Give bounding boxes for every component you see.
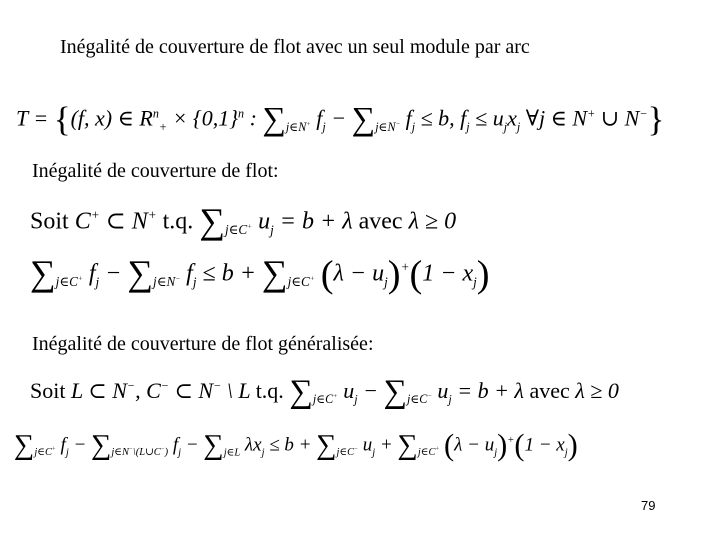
section2-line2: $\sum_{j\in C^+}$ $f_j - \sum_{j\in N^-\backslash(L\cup C^-)}$ $f_j - \sum_{j\in L}$ $\lambda x_j \le b + \sum_{j\in C^-}$ $u_j + \sum_{j\in C^+}$ $(\lambda - u_j)^+(1 - x_j)$: [14, 428, 578, 462]
page-number: 79: [641, 498, 656, 513]
section1-line1: Soit C+ ⊂ N+ t.q. $\sum_{j\in C^+}$ $u_j = b + \lambda$ avec λ ≥ 0: [30, 201, 457, 241]
section1-heading: Inégalité de couverture de flot:: [32, 160, 279, 182]
slide-title: Inégalité de couverture de flot avec un seul module par arc: [60, 36, 530, 58]
formula-t: T = {(f, x) ∈ $R^n_+ \times \{0,1\}^n$ : $\sum_{j\in N^+}$ $f_j - \sum_{j\in N^-}$ $f_j \le b$, $f_j \le u_jx_j$ ∀j ∈ N+ ∪ N−}: [16, 100, 665, 139]
section2-heading: Inégalité de couverture de flot généralisée:: [32, 333, 374, 355]
section2-line1: Soit L ⊂ N−, C− ⊂ N− \ L t.q. $\sum_{j\in C^+}$ $u_j - \sum_{j\in C^-}$ $u_j = b + \lambda$ avec λ ≥ 0: [30, 374, 619, 410]
section1-line2: $\sum_{j\in C^+}$ $f_j - \sum_{j\in N^-}$ $f_j \le b + \sum_{j\in C^+}$ $(\lambda - u_j)^+(1 - x_j)$: [30, 253, 490, 296]
